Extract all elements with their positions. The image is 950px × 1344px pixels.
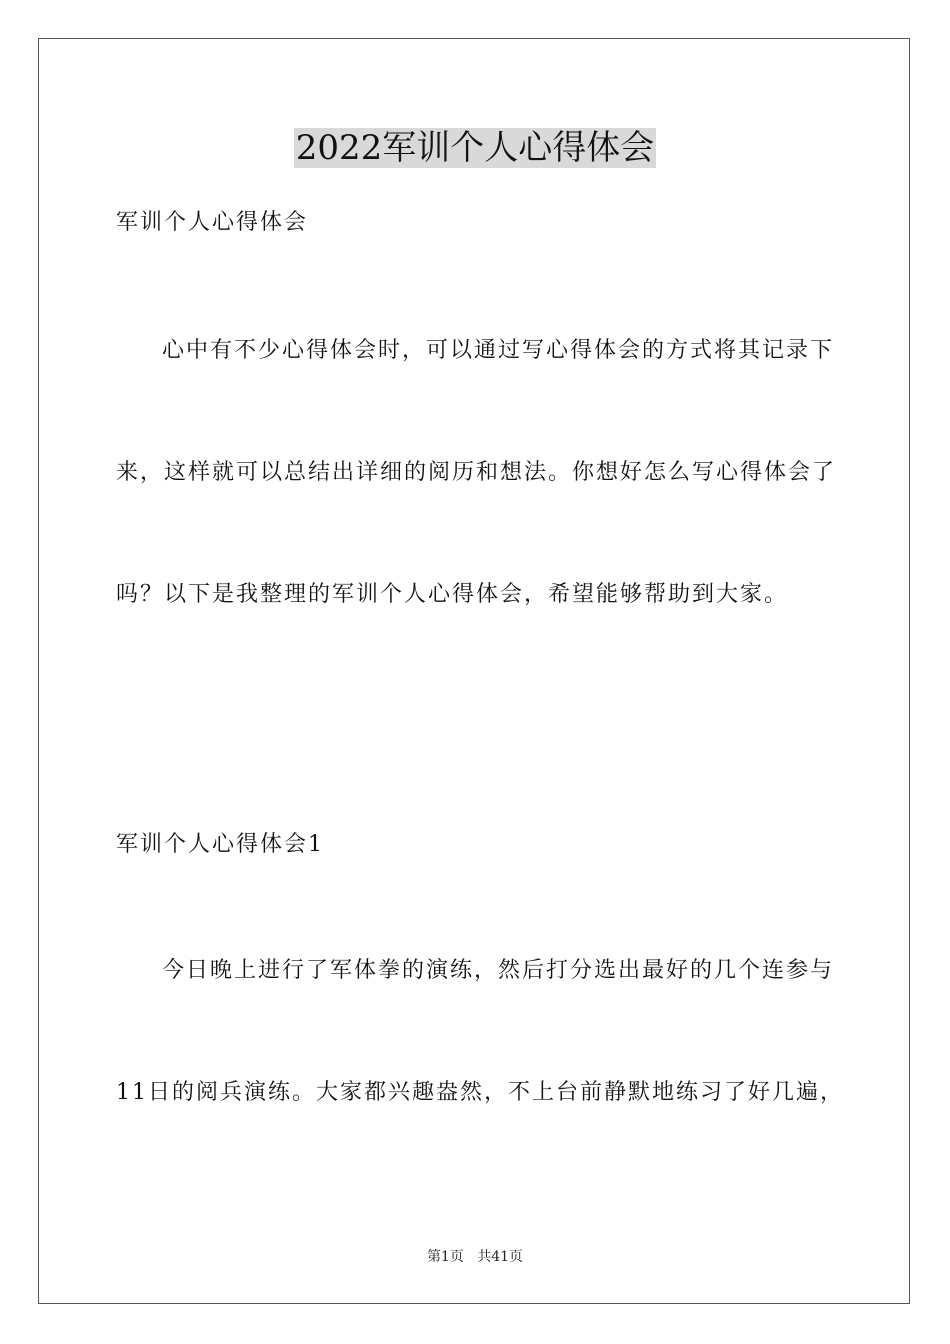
page-number: 第1页 — [426, 1249, 464, 1265]
section-heading: 军训个人心得体会1 — [116, 832, 324, 857]
page-total: 共41页 — [477, 1249, 524, 1265]
page-footer — [0, 1247, 950, 1267]
subtitle-line: 军训个人心得体会 — [116, 210, 309, 235]
paragraph-line: 吗？以下是我整理的军训个人心得体会，希望能够帮助到大家。 — [116, 582, 789, 607]
paragraph-line: 11日的阅兵演练。大家都兴趣盎然，不上台前静默地练习了好几遍， — [116, 1080, 844, 1105]
document-title-text: 2022军训个人心得体会 — [295, 128, 655, 168]
document-title — [0, 124, 950, 172]
paragraph-line: 来，这样就可以总结出详细的阅历和想法。你想好怎么写心得体会了 — [116, 460, 837, 485]
paragraph-line: 心中有不少心得体会时，可以通过写心得体会的方式将其记录下 — [162, 338, 835, 363]
paragraph-line: 今日晚上进行了军体拳的演练，然后打分选出最好的几个连参与 — [162, 958, 835, 983]
